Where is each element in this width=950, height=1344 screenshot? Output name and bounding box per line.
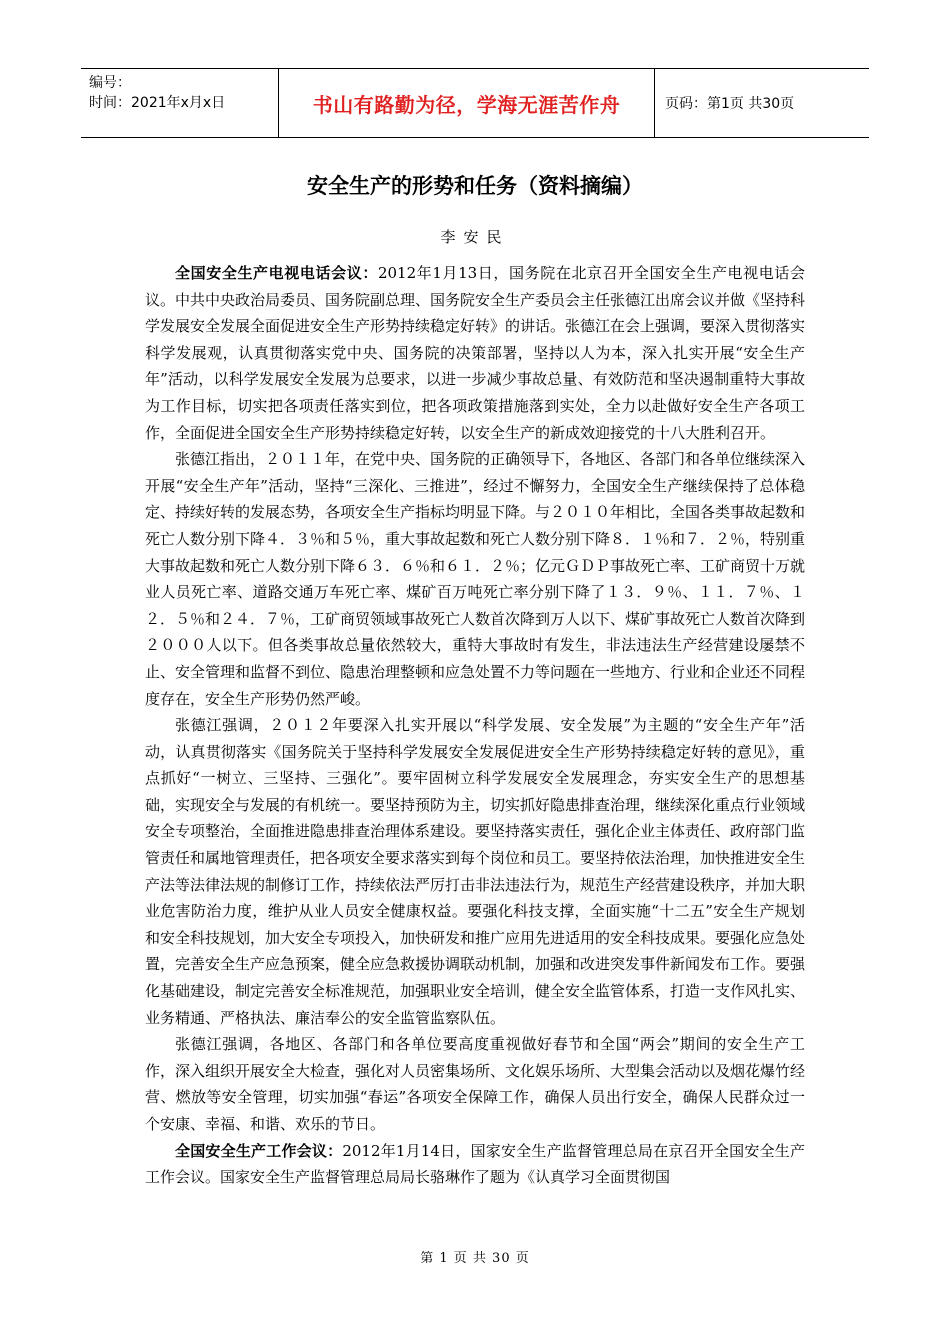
header-motto: 书山有路勤为径，学海无涯苦作舟 (279, 69, 655, 137)
document-title: 安全生产的形势和任务（资料摘编） (307, 174, 643, 198)
header-page-info: 页码：第1页 共30页 (665, 96, 795, 112)
page-footer: 第 1 页 共 30 页 (420, 1251, 530, 1266)
paragraph (145, 260, 805, 446)
header-meta (81, 69, 279, 137)
paragraph-text: 张德江强调，２０１２年要深入扎实开展以“科学发展、安全发展”为主题的“安全生产年”活动，认真贯彻落实《国务院关于坚持科学发展安全发展促进安全生产形势持续稳定好转的意见》，重点抓好“一树立、三坚持、三强化”。要牢固树立科学发展安全发展理念，夯实安全生产的思想基础，实现安全与发展的有机统一。要坚持预防为主，切实抓好隐患排查治理，继续深化重点行业领域安全专项整治，全面推进隐患排查治理体系建设。要坚持落实责任，强化企业主体责任、政府部门监管责任和属地管理责任，把各项安全要求落实到每个岗位和员工。要坚持依法治理，加快推进安全生产法等法律法规的制修订工作，持续依法严厉打击非法违法行为，规范生产经营建设秩序，并加大职业危害防治力度，维护从业人员安全健康权益。要强化科技支撑，全面实施“十二五”安全生产规划和安全科技规划，加大安全专项投入，加快研发和推广应用先进适用的安全科技成果。要强化应急处置，完善安全生产应急预案，健全应急救援协调联动机制，加强和改进突发事件新闻发布工作。要强化基础建设，制定完善安全标准规范，加强职业安全培训，健全安全监管体系，打造一支作风扎实、业务精通、严格执法、廉洁奉公的安全监管监察队伍。 (145, 716, 806, 1027)
paragraph-text: 2012年1月13日，国务院在北京召开全国安全生产电视电话会议。中共中央政治局委员、国务院副总理、国务院安全生产委员会主任张德江出席会议并做《坚持科学发展安全发展全面促进安全生产形势持续稳定好转》的讲话。张德江在会上强调，要深入贯彻落实科学发展观，认真贯彻落实党中央、国务院的决策部署，坚持以人为本，深入扎实开展“安全生产年”活动，以科学发展安全发展为总要求，以进一步减少事故总量、有效防范和坚决遏制重特大事故为工作目标，切实把各项责任落实到位，把各项政策措施落到实处，全力以赴做好安全生产各项工作，全面促进全国安全生产形势持续稳定好转，以安全生产的新成效迎接党的十八大胜利召开。 (145, 264, 806, 442)
page-header (81, 68, 869, 138)
paragraph-text: 张德江指出，２０１１年，在党中央、国务院的正确领导下，各地区、各部门和各单位继续深入开展“安全生产年”活动，坚持“三深化、三推进”，经过不懈努力，全国安全生产继续保持了总体稳定、持续好转的发展态势，各项安全生产指标均明显下降。与２０１０年相比，全国各类事故起数和死亡人数分别下降４．３％和５％，重大事故起数和死亡人数分别下降８．１％和７．２％，特别重大事故起数和死亡人数分别下降６３．６％和６１．２％；亿元ＧＤＰ事故死亡率、工矿商贸十万就业人员死亡率、道路交通万车死亡率、煤矿百万吨死亡率分别下降了１３．９％、１１．７％、１２．５％和２４．７％，工矿商贸领域事故死亡人数首次降到万人以下、煤矿事故死亡人数首次降到２０００人以下。但各类事故总量依然较大，重特大事故时有发生，非法违法生产经营建设屡禁不止、安全管理和监督不到位、隐患治理整顿和应急处置不力等问题在一些地方、行业和企业还不同程度存在，安全生产形势仍然严峻。 (145, 450, 806, 708)
paragraph (145, 1031, 805, 1137)
paragraph-lead: 全国安全生产工作会议： (175, 1141, 343, 1160)
doc-time-label: 时间：2021年x月x日 (89, 95, 226, 111)
document-body (145, 260, 805, 1191)
paragraph-lead: 全国安全生产电视电话会议： (175, 264, 378, 282)
paragraph-text: 张德江强调，各地区、各部门和各单位要高度重视做好春节和全国“两会”期间的安全生产工作，深入组织开展安全大检查，强化对人员密集场所、文化娱乐场所、大型集会活动以及烟花爆竹经营、燃放等安全管理，切实加强“春运”各项安全保障工作，确保人员出行安全，确保人民群众过一个安康、幸福、和谐、欢乐的节日。 (145, 1035, 806, 1133)
document-author: 李安民 (440, 228, 510, 246)
paragraph (145, 712, 805, 1031)
paragraph (145, 446, 805, 712)
paragraph (145, 1138, 805, 1191)
paragraph-text: 2012年1月14日，国家安全生产监督管理总局在京召开全国安全生产工作会议。国家安全生产监督管理总局局长骆琳作了题为《认真学习全面贯彻国 (145, 1141, 805, 1187)
doc-number-label: 编号： (89, 75, 131, 91)
